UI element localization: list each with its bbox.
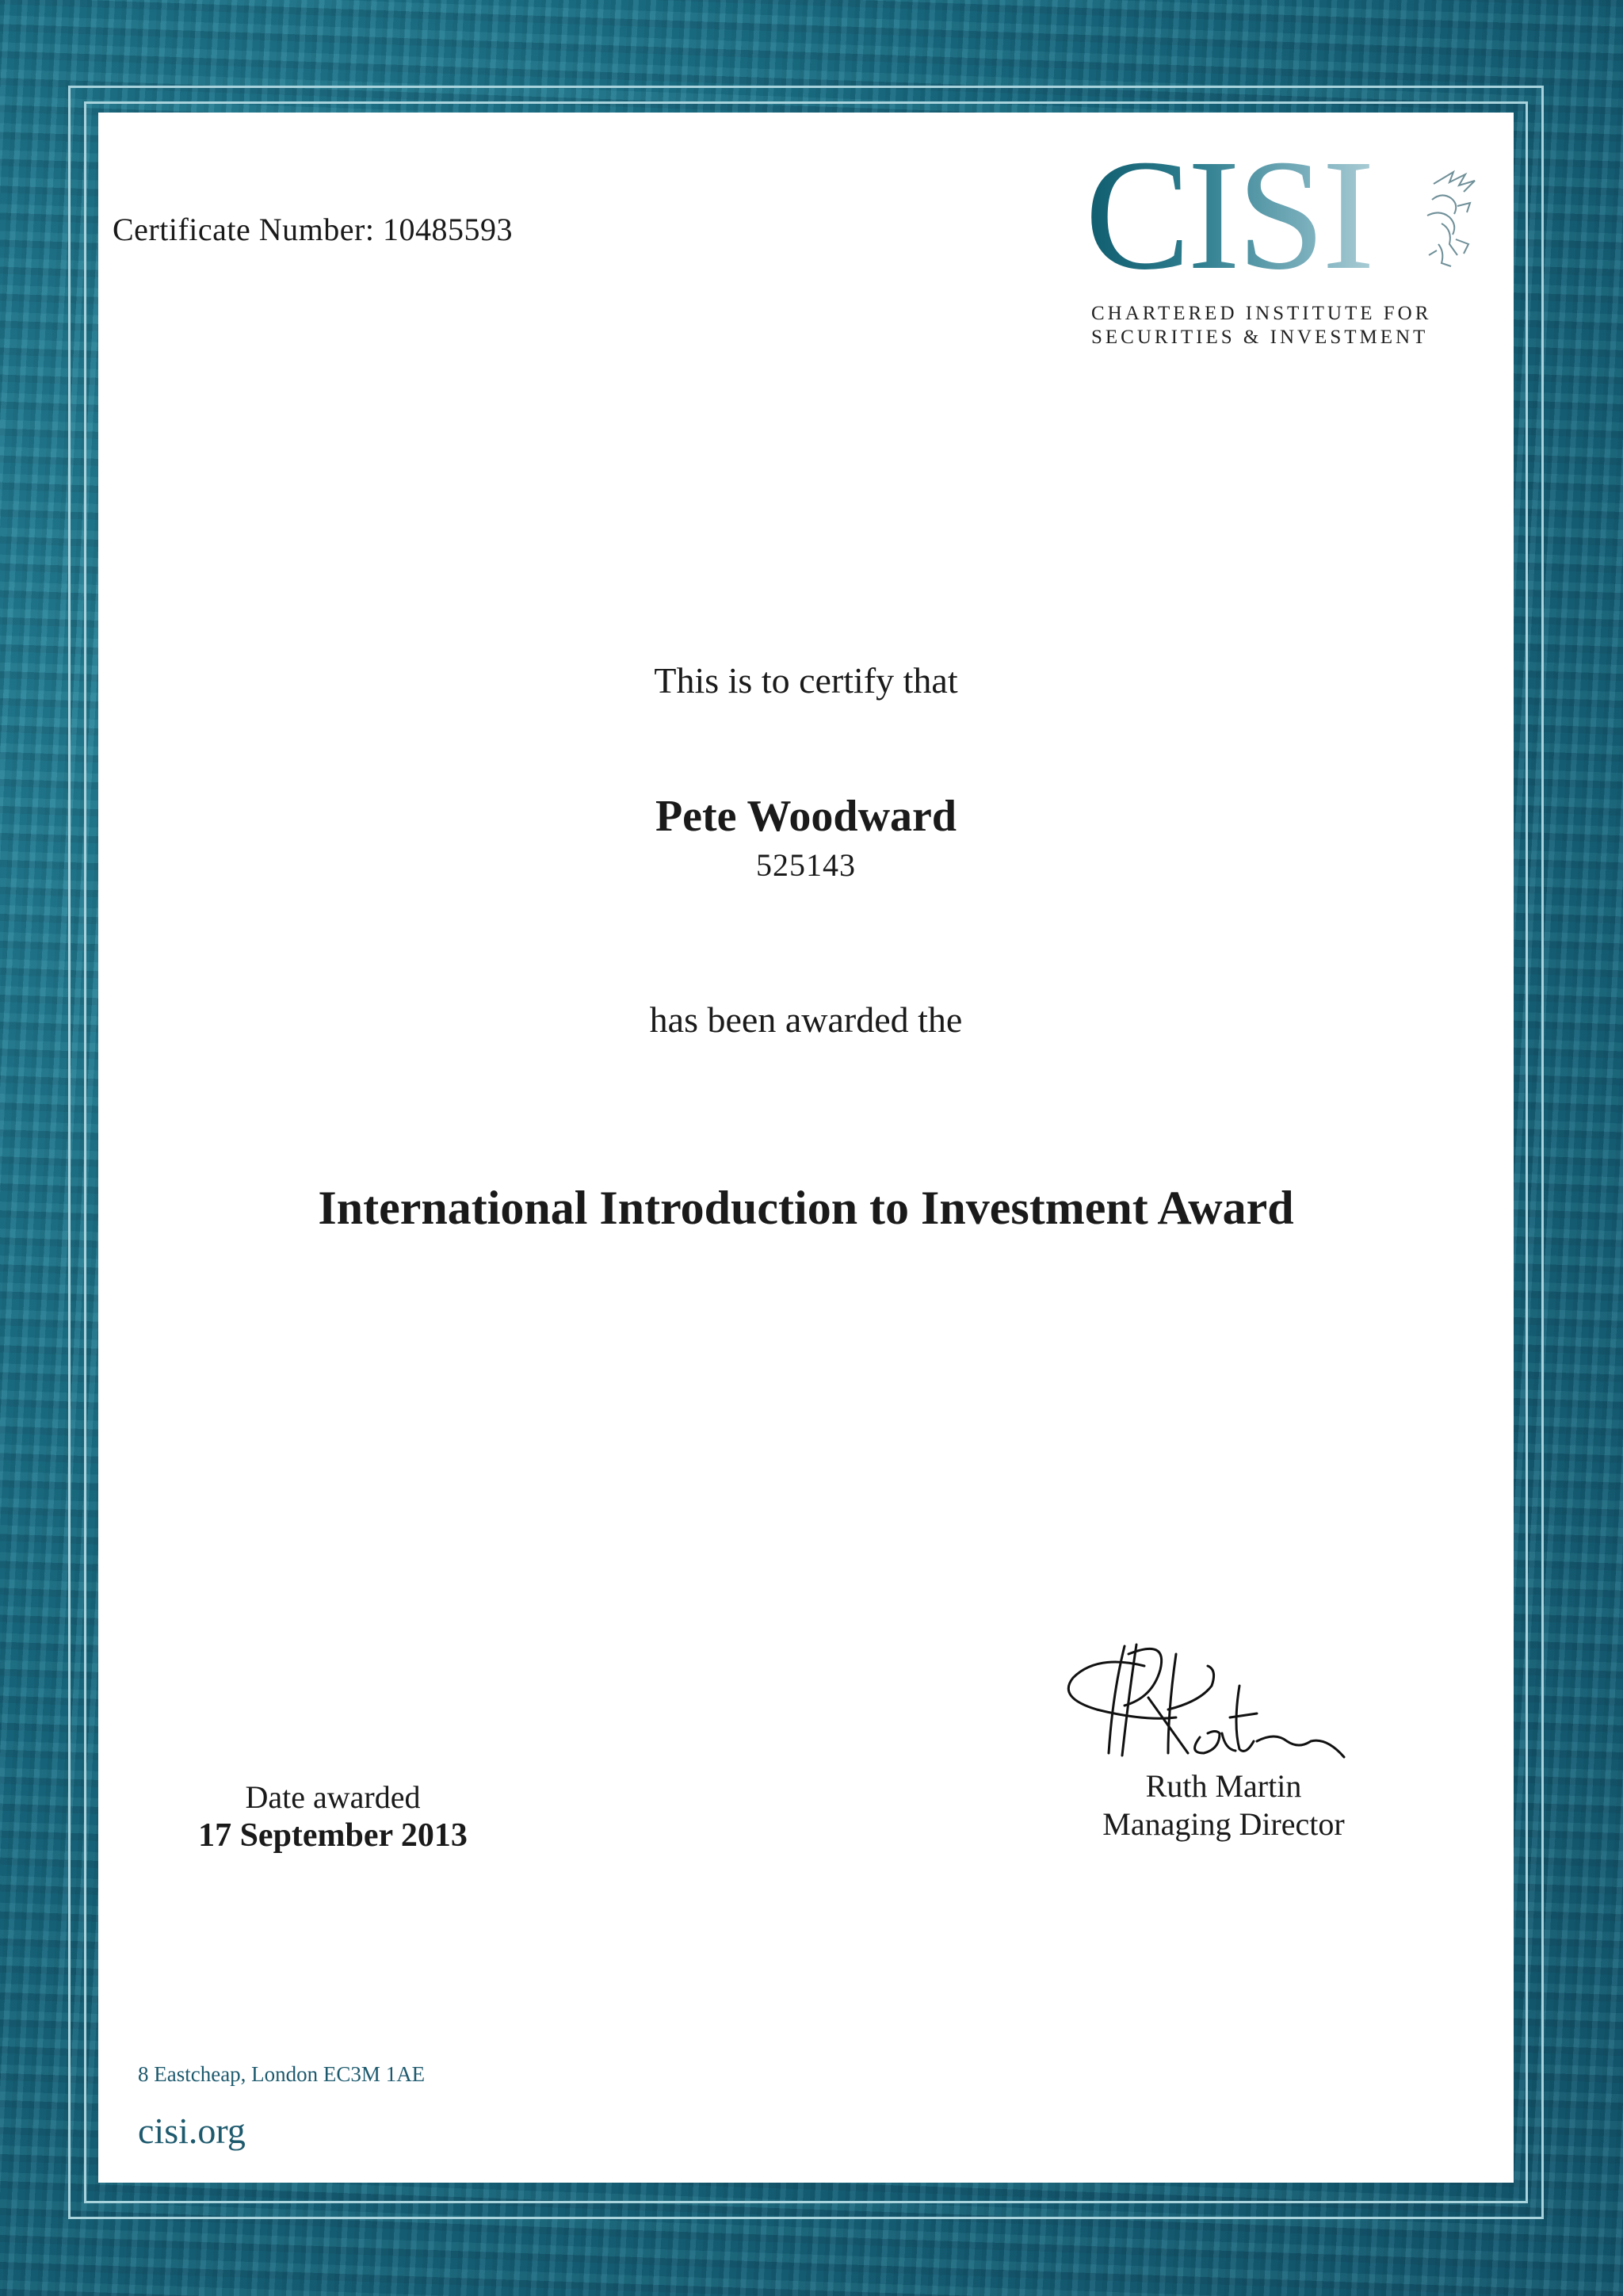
certify-text: This is to certify that	[654, 660, 958, 701]
recipient-id: 525143	[756, 847, 856, 883]
awarded-text: has been awarded the	[649, 999, 963, 1040]
footer-website-link[interactable]: cisi.org	[138, 2111, 246, 2151]
certificate-number: Certificate Number: 10485593	[113, 212, 513, 247]
logo-wordmark: CISI	[1085, 128, 1372, 303]
griffin-icon	[1418, 168, 1481, 271]
logo-subtitle-line1: CHARTERED INSTITUTE FOR	[1091, 303, 1432, 324]
certificate-paper	[98, 113, 1514, 2183]
recipient-name: Pete Woodward	[655, 792, 957, 841]
signatory-title: Managing Director	[1102, 1806, 1345, 1842]
logo-subtitle-line2: SECURITIES & INVESTMENT	[1091, 327, 1429, 348]
date-awarded-label: Date awarded	[245, 1779, 421, 1815]
cisi-logo	[1085, 128, 1481, 374]
date-awarded-value: 17 September 2013	[198, 1817, 468, 1854]
signatory-name: Ruth Martin	[1145, 1768, 1302, 1804]
footer-address: 8 Eastcheap, London EC3M 1AE	[138, 2062, 426, 2086]
award-title: International Introduction to Investment Award	[318, 1182, 1294, 1234]
